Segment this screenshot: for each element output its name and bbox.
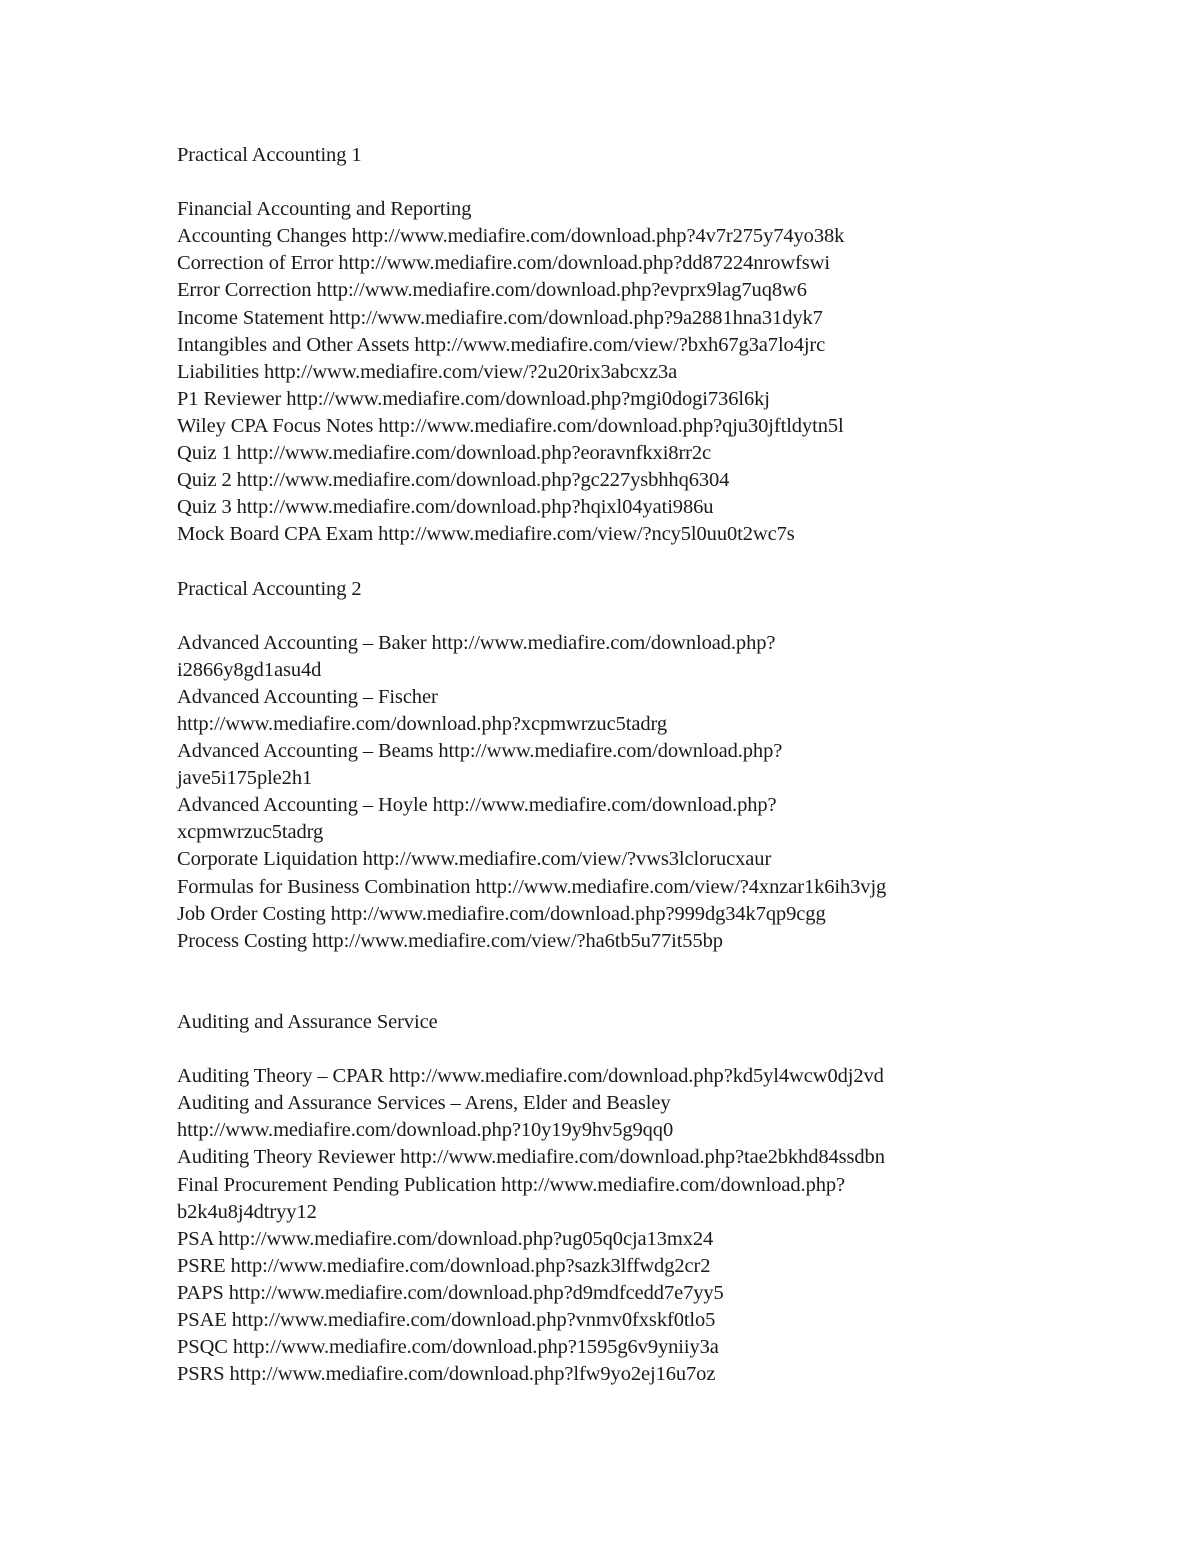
spacer [177,955,1037,1009]
list-item: b2k4u8j4dtryy12 [177,1200,317,1223]
list-item: Auditing and Assurance Services – Arens, Elder and Beasley [177,1092,671,1115]
list-item: Corporate Liquidation http://www.mediafire.com/view/?vws3lclorucxaur [177,848,772,871]
list-item: Advanced Accounting – Hoyle http://www.mediafire.com/download.php? [177,794,777,817]
spacer [177,169,1037,196]
list-item: P1 Reviewer http://www.mediafire.com/download.php?mgi0dogi736l6kj [177,387,770,410]
list-item: Quiz 2 http://www.mediafire.com/download.php?gc227ysbhhq6304 [177,469,730,492]
list-item: PSA http://www.mediafire.com/download.php?ug05q0cja13mx24 [177,1227,714,1250]
list-item: Process Costing http://www.mediafire.com/view/?ha6tb5u77it55bp [177,929,723,952]
list-item: PSQC http://www.mediafire.com/download.php?1595g6v9yniiy3a [177,1336,719,1359]
list-item: PSAE http://www.mediafire.com/download.php?vnmv0fxskf0tlo5 [177,1309,716,1332]
list-item: http://www.mediafire.com/download.php?10y19y9hv5g9qq0 [177,1119,674,1142]
list-item: Job Order Costing http://www.mediafire.com/download.php?999dg34k7qp9cgg [177,902,826,925]
list-item: Auditing Theory Reviewer http://www.mediafire.com/download.php?tae2bkhd84ssdbn [177,1146,885,1169]
list-item: Quiz 3 http://www.mediafire.com/download.php?hqixl04yati986u [177,496,714,519]
list-item: http://www.mediafire.com/download.php?xcpmwrzuc5tadrg [177,712,667,735]
list-item: i2866y8gd1asu4d [177,658,322,681]
spacer [177,603,1037,630]
list-item: Wiley CPA Focus Notes http://www.mediafire.com/download.php?qju30jftldytn5l [177,414,844,437]
section-title: Practical Accounting 1 [177,144,362,166]
section-subtitle: Financial Accounting and Reporting [177,198,472,221]
list-item: jave5i175ple2h1 [177,767,313,790]
list-item: xcpmwrzuc5tadrg [177,821,324,844]
list-item: Advanced Accounting – Baker http://www.mediafire.com/download.php? [177,631,776,654]
list-item: Intangibles and Other Assets http://www.mediafire.com/view/?bxh67g3a7lo4jrc [177,333,826,356]
list-item: Auditing Theory – CPAR http://www.mediafire.com/download.php?kd5yl4wcw0dj2vd [177,1065,884,1088]
list-item: PSRE http://www.mediafire.com/download.php?sazk3lffwdg2cr2 [177,1254,711,1277]
section-title: Practical Accounting 2 [177,577,362,600]
list-item: Advanced Accounting – Beams http://www.mediafire.com/download.php? [177,740,783,763]
list-item: Error Correction http://www.mediafire.com/download.php?evprx9lag7uq8w6 [177,279,807,302]
spacer [177,1036,1037,1063]
list-item: PSRS http://www.mediafire.com/download.php?lfw9yo2ej16u7oz [177,1363,716,1386]
list-item: Quiz 1 http://www.mediafire.com/download.php?eoravnfkxi8rr2c [177,442,712,465]
spacer [177,548,1037,575]
list-item: Final Procurement Pending Publication http://www.mediafire.com/download.php? [177,1173,846,1196]
list-item: Correction of Error http://www.mediafire.com/download.php?dd87224nrowfswi [177,252,830,275]
list-item: PAPS http://www.mediafire.com/download.php?d9mdfcedd7e7yy5 [177,1281,724,1304]
list-item: Formulas for Business Combination http://www.mediafire.com/view/?4xnzar1k6ih3vjg [177,875,887,898]
document-body [177,142,1037,1388]
list-item: Income Statement http://www.mediafire.com/download.php?9a2881hna31dyk7 [177,306,823,329]
section-title: Auditing and Assurance Service [177,1011,438,1033]
list-item: Mock Board CPA Exam http://www.mediafire.com/view/?ncy5l0uu0t2wc7s [177,523,795,546]
list-item: Liabilities http://www.mediafire.com/view/?2u20rix3abcxz3a [177,360,678,383]
list-item: Advanced Accounting – Fischer [177,685,438,708]
list-item: Accounting Changes http://www.mediafire.com/download.php?4v7r275y74yo38k [177,225,845,248]
